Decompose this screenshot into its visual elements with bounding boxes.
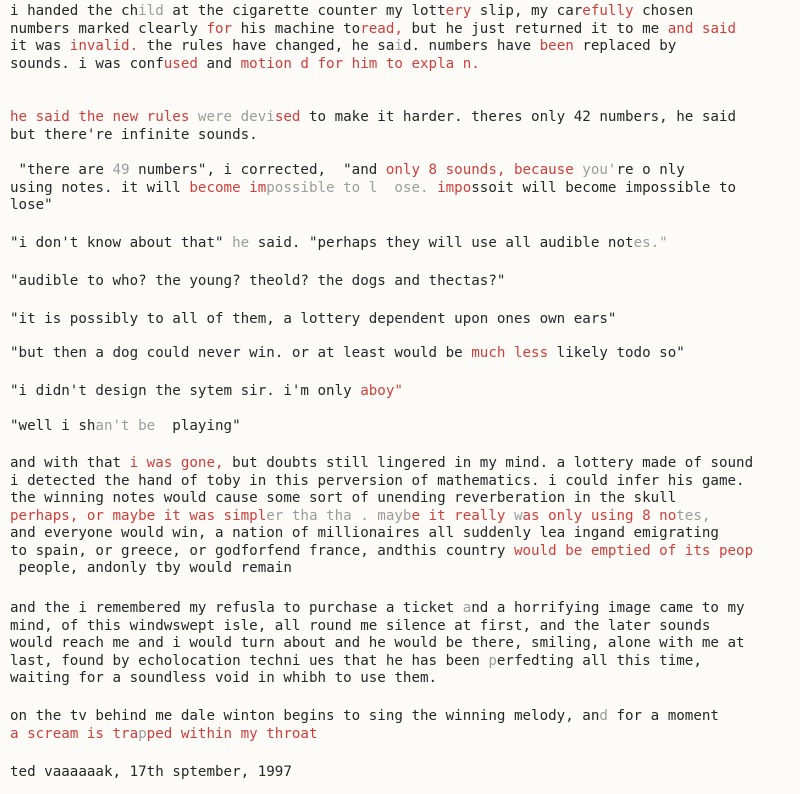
text-segment: "it is possibly to all of them, a lottery dependent upon ones own ears" (10, 311, 617, 327)
faded-ink-segment: p (488, 652, 497, 669)
text-segment: nd a horrifying image came to my (471, 600, 745, 616)
text-segment: replaced by (573, 38, 677, 54)
text-segment: and everyone would win, a nation of millionaires all suddenly lea ingand emigrating (10, 525, 719, 541)
text-line (10, 21, 800, 39)
text-segment: numbers", i corrected, "and (129, 162, 386, 178)
faded-ink-segment: possible to l (266, 179, 378, 196)
faded-ink-segment: w (513, 507, 523, 524)
text-segment: last, found by echolocation techni ues that he has been (10, 652, 489, 669)
text-line (10, 3, 800, 21)
red-ink-segment: sed (274, 109, 301, 125)
faded-ink-segment: an't be (95, 418, 156, 434)
red-ink-segment: efully (582, 3, 634, 19)
text-line (10, 383, 800, 401)
paragraph-audible-to-who (10, 273, 800, 291)
text-line (10, 109, 800, 127)
text-line (10, 508, 800, 526)
signature-line (10, 764, 800, 782)
red-ink-segment: as only using 8 no (522, 507, 677, 524)
text-segment: slip, my car (471, 3, 583, 19)
text-line (10, 490, 800, 508)
red-ink-segment: i was gone, (129, 455, 224, 471)
text-line (10, 273, 800, 291)
paragraph-dont-know (10, 235, 800, 253)
faded-ink-segment: d (599, 708, 608, 724)
text-segment: and (197, 55, 241, 72)
red-ink-segment: become im (189, 179, 267, 196)
text-line (10, 670, 800, 688)
text-segment: using notes. it will (10, 179, 190, 196)
faded-ink-segment: he (232, 235, 250, 251)
faded-ink-segment: er tha tha . mayb (266, 507, 412, 524)
text-line (10, 726, 800, 744)
text-line (10, 418, 800, 436)
text-segment: i detected the hand of toby in this perversion of mathematics. i could infer his game. (10, 472, 745, 489)
text-segment: re o nly (616, 162, 685, 178)
paragraph-possibly-all (10, 311, 800, 329)
text-line (10, 127, 800, 145)
text-segment: and the i remembered my refusla to purchase a ticket (10, 600, 463, 616)
text-segment: "but then a dog could never win. or at least would be (10, 345, 472, 361)
text-segment: to spain, or greece, or godforfend france, andthis country (10, 542, 514, 559)
text-segment: would reach me and i would turn about and he would be there, smiling, alone with me at (10, 635, 745, 651)
paragraph-didnt-design (10, 383, 800, 401)
faded-ink-segment: a (462, 600, 472, 616)
text-line (10, 56, 800, 74)
text-segment: his machine to (232, 20, 361, 37)
red-ink-segment: used (163, 55, 198, 72)
red-ink-segment: motion d for him to expla n. (240, 55, 480, 72)
red-ink-segment: impo (437, 179, 472, 196)
text-line (10, 618, 800, 636)
text-segment: people, andonly tby would remain (10, 560, 292, 576)
paragraph-shant-be-playing (10, 418, 800, 436)
paragraph-new-rules (10, 109, 800, 144)
text-segment: erfedting all this time, (496, 652, 702, 669)
red-ink-segment: he said the new rules (10, 109, 198, 125)
red-ink-segment: for (206, 20, 233, 37)
text-line (10, 635, 800, 653)
text-line (10, 311, 800, 329)
text-segment: numbers marked clearly (10, 20, 207, 37)
faded-ink-segment: ild (138, 3, 164, 19)
faded-ink-segment: p (138, 725, 147, 742)
text-segment: "i didn't design the sytem sir. i'm only (10, 383, 361, 399)
text-segment: "there are (10, 162, 113, 178)
faded-ink-segment: es." (633, 235, 668, 251)
text-segment: playing" (155, 418, 241, 434)
red-ink-segment: invalid. (69, 38, 139, 54)
red-ink-segment: ped within my throat (146, 725, 318, 742)
paragraph-dale-winton (10, 708, 800, 743)
faded-ink-segment: i (266, 109, 275, 125)
text-segment: "i don't know about that" (10, 235, 233, 251)
text-segment: at the cigarette counter my lott (163, 3, 446, 19)
red-ink-segment: and said (667, 20, 737, 37)
text-segment: "well i sh (10, 418, 96, 434)
text-segment: likely todo so" (548, 345, 685, 361)
text-segment: but he just returned it to me (402, 20, 668, 37)
paragraph-lottery-slip (10, 3, 800, 73)
text-line (10, 543, 800, 561)
text-segment: and with that (10, 455, 130, 471)
text-segment: lose" (10, 197, 53, 213)
text-segment: ssoit will become impossible to (471, 179, 737, 196)
text-line (10, 560, 800, 578)
paragraph-remembered-refusal (10, 600, 800, 688)
text-line (10, 197, 800, 215)
text-segment: the rules have changed, he sa (138, 38, 395, 54)
text-segment: d. numbers have (402, 38, 540, 54)
text-line (10, 653, 800, 671)
text-segment: chosen (633, 3, 694, 19)
red-ink-segment: e it really (411, 507, 514, 524)
text-segment: said. "perhaps they will use all audible not (249, 235, 634, 251)
red-ink-segment: read, (360, 20, 403, 37)
text-line (10, 38, 800, 56)
text-line (10, 235, 800, 253)
text-segment: waiting for a soundless void in whibh to use them. (10, 670, 438, 686)
text-segment: mind, of this windwswept isle, all round me silence at first, and the later sounds (10, 617, 711, 634)
red-ink-segment: a scream is tra (10, 725, 139, 742)
faded-ink-segment: tes, (676, 507, 711, 524)
text-segment: but doubts still lingered in my mind. a lottery made of sound (223, 455, 754, 471)
text-segment: to make it harder. theres only 42 numbers, he said (300, 109, 737, 125)
faded-ink-segment: ose. (377, 179, 438, 196)
red-ink-segment: would be emptied of its peop (513, 542, 754, 559)
text-segment: for a moment (607, 708, 719, 724)
text-line (10, 764, 800, 782)
text-line (10, 455, 800, 473)
red-ink-segment: much less (471, 345, 549, 361)
text-line (10, 180, 800, 198)
text-line (10, 162, 800, 180)
red-ink-segment: ery (445, 3, 472, 19)
text-segment: it was (10, 38, 70, 54)
red-ink-segment: aboy" (360, 383, 403, 399)
faded-ink-segment: you' (573, 162, 617, 178)
faded-ink-segment: were dev (197, 109, 267, 125)
red-ink-segment: perhaps, or maybe it was simpl (10, 507, 267, 524)
faded-ink-segment: 49 (112, 162, 130, 178)
text-line (10, 600, 800, 618)
faded-ink-segment: i (394, 38, 403, 54)
text-line (10, 473, 800, 491)
paragraph-dog-never-win (10, 345, 800, 363)
red-ink-segment: been (539, 38, 574, 54)
text-segment: ted vaaaaaak, 17th sptember, 1997 (10, 764, 292, 780)
red-ink-segment: only 8 sounds, because (385, 162, 574, 178)
text-segment: the winning notes would cause some sort of unending reverberation in the skull (10, 490, 677, 506)
paragraph-49-numbers (10, 162, 800, 215)
text-line (10, 345, 800, 363)
text-line (10, 525, 800, 543)
text-segment: on the tv behind me dale winton begins to sing the winning melody, an (10, 708, 600, 724)
text-segment: sounds. i was conf (10, 55, 164, 72)
text-segment: "audible to who? the young? theold? the dogs and thectas?" (10, 273, 506, 289)
text-segment: but there're infinite sounds. (10, 126, 258, 143)
text-segment: i handed the ch (10, 3, 139, 19)
paragraph-doubts-lingered (10, 455, 800, 578)
text-line (10, 708, 800, 726)
